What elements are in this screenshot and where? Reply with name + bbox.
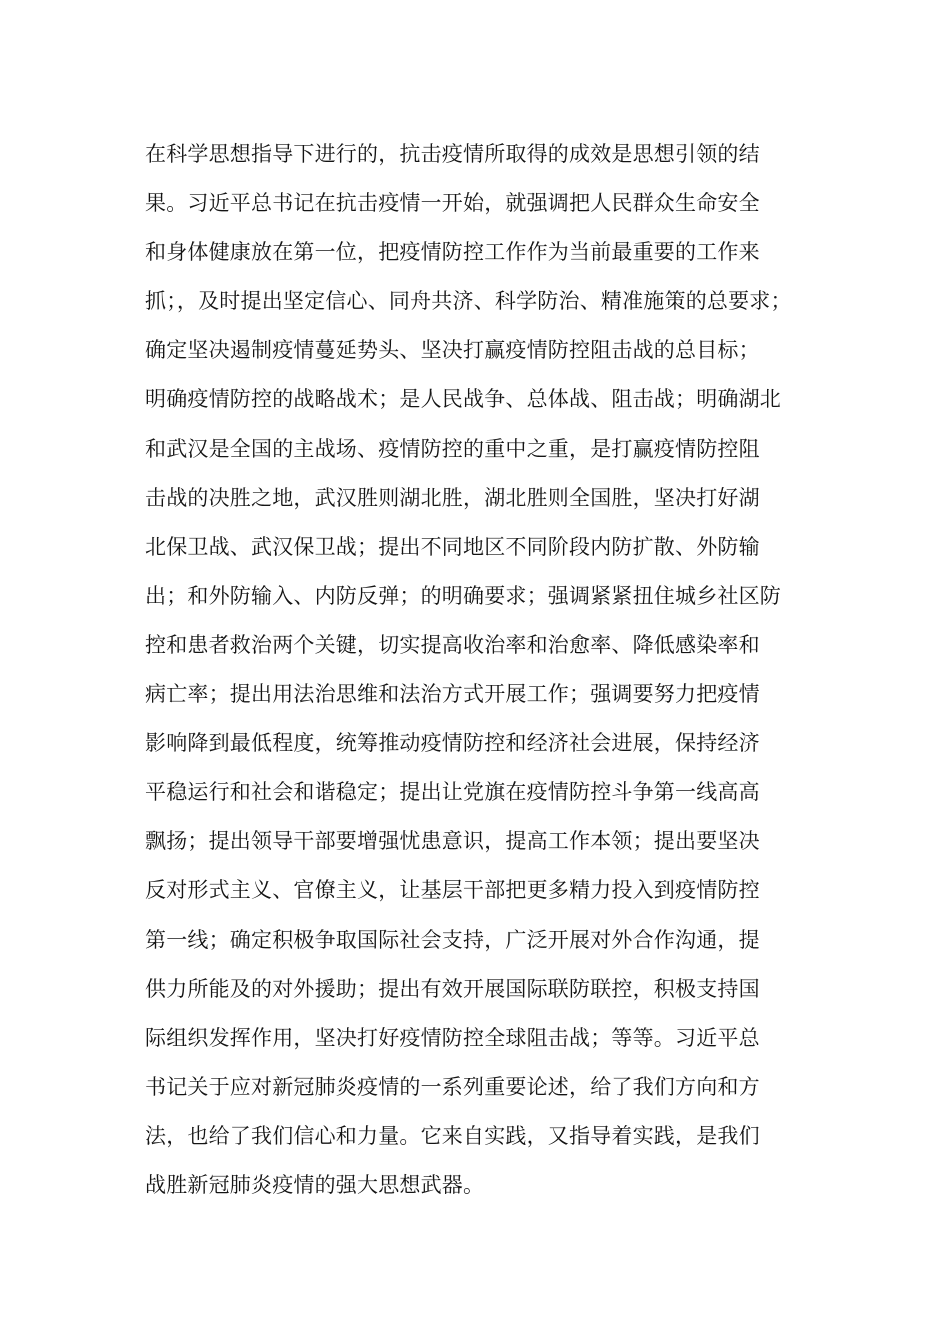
text-line: 反对形式主义、官僚主义，让基层干部把更多精力投入到疫情防控	[145, 878, 760, 903]
text-line: 病亡率；提出用法治思维和法治方式开展工作；强调要努力把疫情	[145, 682, 760, 707]
text-line: 第一线；确定积极争取国际社会支持，广泛开展对外合作沟通，提	[145, 927, 760, 952]
text-line: 平稳运行和社会和谐稳定；提出让党旗在疫情防控斗争第一线高高	[145, 780, 760, 805]
text-line: 际组织发挥作用，坚决打好疫情防控全球阻击战；等等。习近平总	[145, 1025, 760, 1050]
text-line: 果。习近平总书记在抗击疫情一开始，就强调把人民群众生命安全	[145, 191, 760, 216]
text-line: 和武汉是全国的主战场、疫情防控的重中之重，是打赢疫情防控阻	[145, 436, 760, 461]
text-line: 在科学思想指导下进行的，抗击疫情所取得的成效是思想引领的结	[145, 142, 760, 166]
text-line: 控和患者救治两个关键，切实提高收治率和治愈率、降低感染率和	[145, 632, 760, 657]
text-line: 法，也给了我们信心和力量。它来自实践，又指导着实践，是我们	[145, 1123, 760, 1148]
text-line: 战胜新冠肺炎疫情的强大思想武器。	[145, 1172, 485, 1197]
text-line: 飘扬；提出领导干部要增强忧患意识，提高工作本领；提出要坚决	[145, 829, 760, 854]
body-paragraph	[145, 130, 825, 1210]
text-line: 确定坚决遏制疫情蔓延势头、坚决打赢疫情防控阻击战的总目标；	[145, 338, 760, 363]
text-line: 和身体健康放在第一位，把疫情防控工作作为当前最重要的工作来	[145, 240, 760, 265]
text-line: 抓；，及时提出坚定信心、同舟共济、科学防治、精准施策的总要求；	[145, 289, 792, 314]
text-line: 供力所能及的对外援助；提出有效开展国际联防联控，积极支持国	[145, 976, 760, 1001]
text-line: 出；和外防输入、内防反弹；的明确要求；强调紧紧扭住城乡社区防	[145, 583, 781, 608]
text-line: 击战的决胜之地，武汉胜则湖北胜，湖北胜则全国胜，坚决打好湖	[145, 485, 760, 510]
text-line: 书记关于应对新冠肺炎疫情的一系列重要论述，给了我们方向和方	[145, 1074, 760, 1099]
text-line: 明确疫情防控的战略战术；是人民战争、总体战、阻击战；明确湖北	[145, 387, 781, 412]
text-line: 北保卫战、武汉保卫战；提出不同地区不同阶段内防扩散、外防输	[145, 534, 760, 559]
text-line: 影响降到最低程度，统筹推动疫情防控和经济社会进展，保持经济	[145, 731, 760, 756]
